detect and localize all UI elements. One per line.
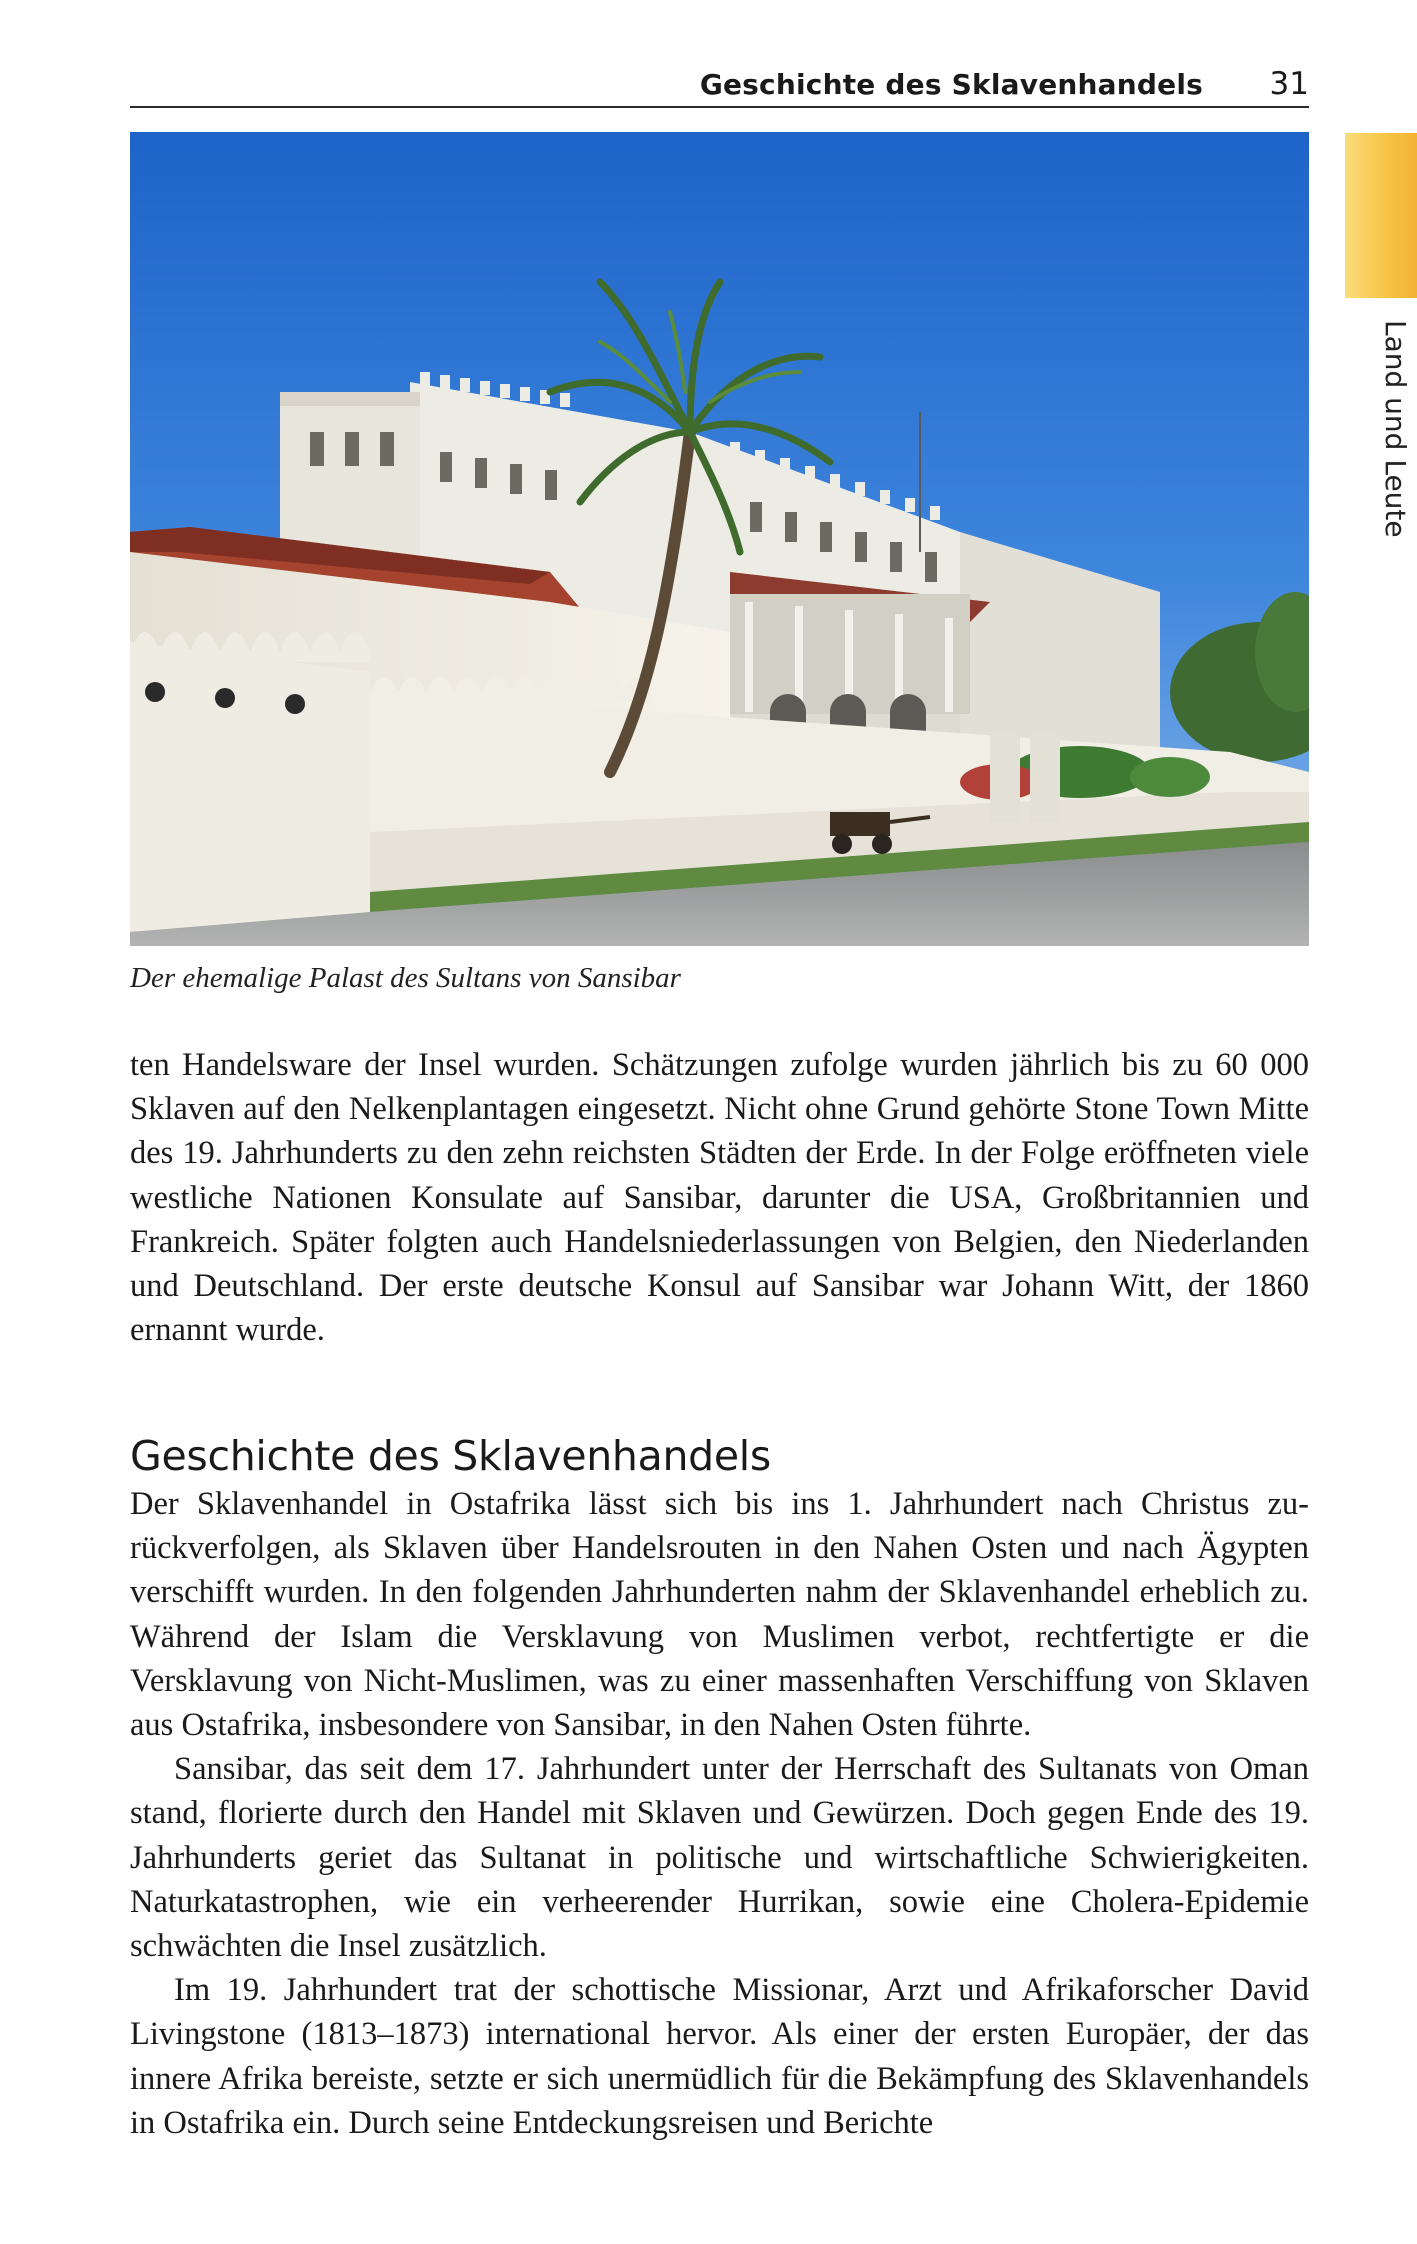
page-number: 31 — [1269, 66, 1309, 102]
section-paragraph: Der Sklavenhandel in Ostafrika lässt sich bis ins 1. Jahrhundert nach Christus zurückverfolgen, als Sklaven über Handelsrouten in den Nahen Osten und nach Ägypten verschifft wurden. In den folgenden Jahrhunderten nahm der Sklavenhandel erheblich zu. Während der Islam die Versklavung von Muslimen verbot, rechtfertigte er die Versklavung von Nicht-Muslimen, was zu einer massenhaften Verschiffung von Sklaven aus Ostafrika, insbesondere von Sansibar, in den Nahen Osten führte. — [130, 1486, 1309, 1744]
section-paragraph: Sansibar, das seit dem 17. Jahrhundert unter der Herrschaft des Sultanats von Oman stand, florierte durch den Handel mit Sklaven und Gewürzen. Doch gegen Ende des 19. Jahrhunderts geriet das Sultanat in politische und wirtschaftliche Schwierigkeiten. Naturkatastrophen, wie ein verheerender Hurrikan, sowie eine Cholera-Epidemie schwächten die Insel zusätzlich. — [130, 1751, 1309, 1965]
chapter-side-label: Land und Leute — [1379, 320, 1412, 538]
intro-paragraph: ten Handelsware der Insel wurden. Schätzungen zufolge wurden jährlich bis zu 60 000 Sklaven auf den Nelkenplantagen eingesetzt. Nicht ohne Grund gehörte Stone Town Mitte des 19. Jahrhunderts zu den zehn reichsten Städten der Erde. In der Folge eröffneten viele westliche Nationen Konsulate auf Sansibar, darunter die USA, Großbritannien und Frankreich. Später folgten auch Handelsniederlassungen von Belgien, den Niederlanden und Deutschland. Der erste deutsche Konsul auf Sansibar war Johann Witt, der 1860 ernannt wurde. — [130, 1047, 1309, 1349]
section-paragraph: Im 19. Jahrhundert trat der schottische Missionar, Arzt und Afrikaforscher David Livingstone (1813–1873) international hervor. Als einer der ersten Europäer, der das innere Afrika bereiste, setzte er sich unermüdlich für die Bekämpfung des Sklavenhandels in Ostafrika ein. Durch seine Entdeckungsreisen und Berichte — [130, 1972, 1309, 2141]
running-head-title: Geschichte des Sklavenhandels — [699, 68, 1203, 101]
section-body — [130, 1482, 1309, 2145]
intro-paragraph-block — [130, 1043, 1309, 1352]
running-head — [130, 60, 1309, 108]
palace-photo — [130, 132, 1309, 946]
photo-caption: Der ehemalige Palast des Sultans von Sansibar — [130, 962, 681, 994]
chapter-thumb-tab — [1345, 133, 1417, 298]
section-heading: Geschichte des Sklavenhandels — [130, 1432, 771, 1481]
